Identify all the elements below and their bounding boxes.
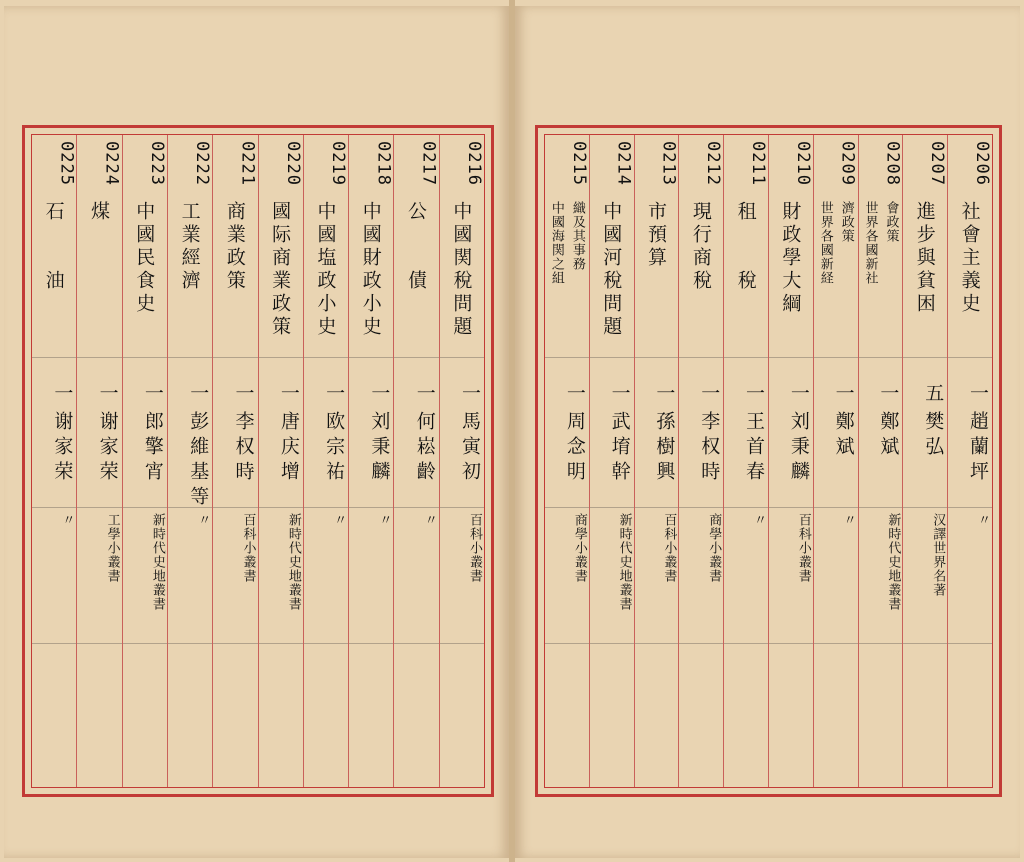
- entry-title: [168, 201, 212, 293]
- entry-series: 新時代史地叢書: [616, 513, 632, 611]
- entry-volume: 一: [141, 383, 164, 402]
- entry-title: [349, 201, 393, 339]
- entry-author: 樊弘: [922, 411, 945, 461]
- entry-number: 0215: [568, 141, 589, 186]
- entry-series: 〃: [751, 513, 767, 527]
- entry-number: 0214: [613, 141, 634, 186]
- entry-series: 百科小叢書: [795, 513, 811, 583]
- catalog-entry: [947, 135, 992, 787]
- right-page-frame: [535, 125, 1002, 797]
- entry-author: 彭維基等: [187, 411, 210, 511]
- entry-title-line: 中國関稅問題: [450, 201, 473, 339]
- entry-series: 〃: [59, 513, 75, 527]
- entry-number: 0223: [146, 141, 167, 186]
- entry-title-line: 中國海関之組: [548, 201, 564, 285]
- entry-volume: 一: [51, 383, 74, 402]
- entry-title: [769, 201, 813, 316]
- entry-title: [724, 201, 768, 293]
- entry-title: [394, 201, 438, 293]
- entry-series: 新時代史地叢書: [885, 513, 901, 611]
- entry-series: 新時代史地叢書: [149, 513, 165, 611]
- entry-author: 唐庆增: [277, 411, 300, 486]
- entry-author: 孫樹興: [653, 411, 676, 486]
- entry-number: 0216: [464, 141, 484, 186]
- catalog-entry: [393, 135, 438, 787]
- entry-volume: 一: [413, 383, 436, 402]
- entry-number: 0225: [56, 141, 77, 186]
- entry-volume: 一: [743, 383, 766, 402]
- entry-author: 李权時: [698, 411, 721, 486]
- entry-title-line: 世界各國新社: [862, 201, 878, 285]
- catalog-entry: [167, 135, 212, 787]
- entry-number: 0210: [792, 141, 813, 186]
- entry-title: [304, 201, 348, 339]
- entry-number: 0224: [101, 141, 122, 186]
- entry-author: 武堉幹: [608, 411, 631, 486]
- entry-volume: 五: [922, 383, 945, 402]
- entry-title-line: 工業經濟: [178, 201, 201, 293]
- entry-title: [123, 201, 167, 316]
- entry-volume: 一: [323, 383, 346, 402]
- entry-series: 新時代史地叢書: [285, 513, 301, 611]
- entry-author: 鄭斌: [877, 411, 900, 461]
- entry-title: [77, 201, 121, 224]
- entry-title-line: 市預算: [645, 201, 668, 270]
- entry-number: 0221: [237, 141, 258, 186]
- entry-title: [948, 201, 992, 316]
- entry-title-line: 中國河稅問題: [600, 201, 623, 339]
- entry-title-line: 世界各國新経: [817, 201, 833, 285]
- entry-author: 欧宗祐: [323, 411, 346, 486]
- entry-series: 百科小叢書: [467, 513, 482, 583]
- entry-title: [635, 201, 679, 270]
- left-page-columns: [32, 135, 484, 787]
- entry-series: 〃: [331, 513, 347, 527]
- right-page-columns: [545, 135, 992, 787]
- entry-title: [814, 201, 858, 285]
- catalog-entry: [32, 135, 76, 787]
- entry-title-line: 石 油: [42, 201, 65, 293]
- entry-volume: 一: [563, 383, 586, 402]
- catalog-entry: [303, 135, 348, 787]
- entry-title: [545, 201, 589, 285]
- entry-title-line: 濟政策: [838, 201, 854, 243]
- catalog-entry: [858, 135, 903, 787]
- entry-volume: 一: [608, 383, 631, 402]
- entry-title-line: 進步與貧困: [913, 201, 936, 316]
- catalog-entry: [678, 135, 723, 787]
- catalog-entry: [439, 135, 484, 787]
- entry-volume: 一: [653, 383, 676, 402]
- entry-volume: 一: [232, 383, 255, 402]
- catalog-entry: [723, 135, 768, 787]
- catalog-entry: [122, 135, 167, 787]
- entry-volume: 一: [459, 383, 481, 402]
- catalog-entry: [902, 135, 947, 787]
- entry-author: 何崧齡: [413, 411, 436, 486]
- entry-volume: 一: [832, 383, 855, 402]
- entry-number: 0208: [882, 141, 903, 186]
- catalog-entry: [76, 135, 121, 787]
- entry-series: 商學小叢書: [706, 513, 722, 583]
- entry-title-line: 公 債: [405, 201, 428, 293]
- entry-series: 〃: [195, 513, 211, 527]
- entry-series: 百科小叢書: [240, 513, 256, 583]
- catalog-entry: [813, 135, 858, 787]
- entry-number: 0222: [192, 141, 213, 186]
- entry-author: 周念明: [563, 411, 586, 486]
- entry-series: 〃: [975, 513, 990, 527]
- entry-title-line: 會政策: [883, 201, 899, 243]
- entry-number: 0212: [703, 141, 724, 186]
- entry-title: [259, 201, 303, 339]
- book-gutter: [509, 0, 515, 862]
- catalog-entry: [212, 135, 257, 787]
- entry-title: [679, 201, 723, 293]
- entry-series: 〃: [376, 513, 392, 527]
- entry-title: [590, 201, 634, 339]
- entry-title-line: 財政學大綱: [779, 201, 802, 316]
- catalog-entry: [589, 135, 634, 787]
- entry-title-line: 中國財政小史: [359, 201, 382, 339]
- entry-title: [32, 201, 76, 293]
- entry-volume: 一: [368, 383, 391, 402]
- entry-number: 0213: [658, 141, 679, 186]
- entry-title-line: 織及其事務: [569, 201, 585, 271]
- catalog-entry: [634, 135, 679, 787]
- entry-number: 0206: [972, 141, 992, 186]
- entry-volume: 一: [277, 383, 300, 402]
- entry-title-line: 煤: [87, 201, 110, 224]
- entry-number: 0217: [418, 141, 439, 186]
- entry-volume: 一: [877, 383, 900, 402]
- entry-series: 汉譯世界名著: [930, 513, 946, 597]
- catalog-entry: [768, 135, 813, 787]
- entry-number: 0218: [373, 141, 394, 186]
- entry-series: 〃: [840, 513, 856, 527]
- entry-series: 商學小叢書: [571, 513, 587, 583]
- entry-number: 0211: [748, 141, 769, 186]
- entry-series: 工學小叢書: [104, 513, 120, 583]
- entry-author: 谢家荣: [96, 411, 119, 486]
- entry-series: 〃: [421, 513, 437, 527]
- entry-series: 百科小叢書: [661, 513, 677, 583]
- entry-title: [903, 201, 947, 316]
- entry-author: 馬寅初: [459, 411, 481, 486]
- entry-volume: 一: [967, 383, 989, 402]
- entry-author: 谢家荣: [51, 411, 74, 486]
- entry-title-line: 中國塩政小史: [314, 201, 337, 339]
- entry-title-line: 中國民食史: [133, 201, 156, 316]
- entry-title-line: 社會主義史: [958, 201, 981, 316]
- entry-number: 0219: [328, 141, 349, 186]
- entry-title-line: 國际商業政策: [269, 201, 292, 339]
- entry-volume: 一: [698, 383, 721, 402]
- entry-number: 0209: [837, 141, 858, 186]
- entry-author: 王首春: [743, 411, 766, 486]
- entry-title-line: 租 稅: [734, 201, 757, 293]
- entry-title: [213, 201, 257, 293]
- entry-title: [440, 201, 484, 339]
- entry-author: 刘秉麟: [787, 411, 810, 486]
- entry-title-line: 現行商稅: [689, 201, 712, 293]
- catalog-entry: [348, 135, 393, 787]
- entry-number: 0220: [282, 141, 303, 186]
- catalog-entry: [545, 135, 589, 787]
- entry-author: 鄭斌: [832, 411, 855, 461]
- entry-author: 郎擎宵: [141, 411, 164, 486]
- entry-author: 刘秉麟: [368, 411, 391, 486]
- entry-volume: 一: [96, 383, 119, 402]
- left-page-frame: [22, 125, 494, 797]
- entry-author: 李权時: [232, 411, 255, 486]
- entry-volume: 一: [187, 383, 210, 402]
- entry-title-line: 商業政策: [223, 201, 246, 293]
- catalog-entry: [258, 135, 303, 787]
- entry-number: 0207: [927, 141, 948, 186]
- entry-volume: 一: [787, 383, 810, 402]
- entry-author: 趙蘭坪: [967, 411, 989, 486]
- entry-title: [859, 201, 903, 285]
